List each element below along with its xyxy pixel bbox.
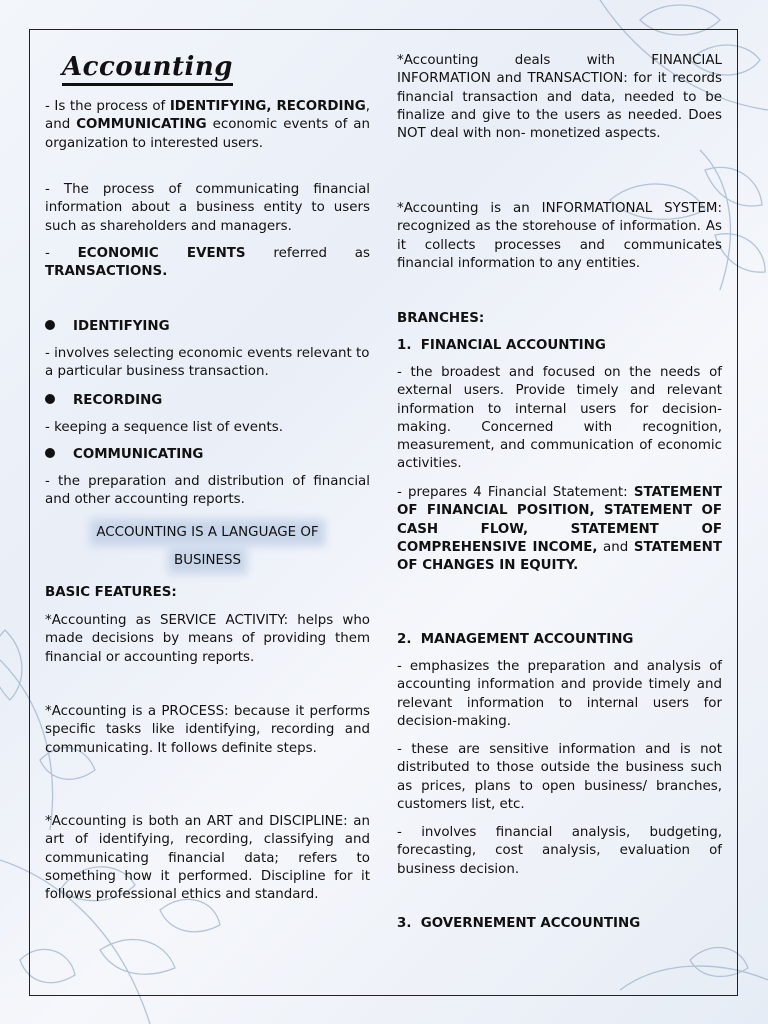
branches-heading: BRANCHES: [397, 311, 485, 326]
branch-1-text-2: - prepares 4 Financial Statement: STATEMENT OF FINANCIAL POSITION, STATEMENT OF CASH FLOW, STATEMENT OF COMPREHENSIVE INCOME, and STATEMENT OF CHANGES IN EQUITY. [397, 485, 722, 574]
definition-2: - The process of communicating financial information about a business entity to users such as shareholders and managers. [45, 182, 370, 234]
definition-3: - ECONOMIC EVENTS referred as TRANSACTIONS. [45, 246, 370, 280]
banner-line-2: BUSINESS [174, 553, 241, 568]
bullet-dot-icon [45, 448, 55, 458]
basic-features-heading: BASIC FEATURES: [45, 585, 177, 600]
bullet-dot-icon [45, 394, 55, 404]
feature-financial-information: *Accounting deals with FINANCIAL INFORMATION and TRANSACTION: for it records financial transaction and data, needed to be finalize and give to the users as needed. Does NOT deal with non- monetized aspects. [397, 53, 722, 142]
page-title: Accounting [62, 52, 233, 86]
bullet-recording: RECORDING [45, 392, 370, 410]
bullet-identifying: IDENTIFYING [45, 318, 370, 336]
branch-1-heading: 1. FINANCIAL ACCOUNTING [397, 338, 606, 353]
bullet-dot-icon [45, 320, 55, 330]
feature-service-activity: *Accounting as SERVICE ACTIVITY: helps who made decisions by means of providing them financial or accounting reports. [45, 613, 370, 665]
definition-1: - Is the process of IDENTIFYING, RECORDING, and COMMUNICATING economic events of an organization to interested users. [45, 99, 370, 151]
identifying-text: - involves selecting economic events relevant to a particular business transaction. [45, 346, 370, 380]
branch-3-heading: 3. GOVERNEMENT ACCOUNTING [397, 916, 641, 931]
feature-process: *Accounting is a PROCESS: because it performs specific tasks like identifying, recording and communicating. It follows definite steps. [45, 704, 370, 756]
banner-line-1: ACCOUNTING IS A LANGUAGE OF [96, 525, 319, 540]
branch-2-text-1: - emphasizes the preparation and analysis of accounting information and provide timely and relevant information to internal users for decision-making. [397, 659, 722, 729]
branch-2-text-2: - these are sensitive information and is not distributed to those outside the business such as prices, plans to open business/ branches, customers list, etc. [397, 742, 722, 812]
communicating-text: - the preparation and distribution of financial and other accounting reports. [45, 474, 370, 508]
branch-1-text-1: - the broadest and focused on the needs of external users. Provide timely and relevant information to internal users for decision-making. Concerned with recognition, measurement, and communication of economic activities. [397, 365, 722, 472]
feature-informational-system: *Accounting is an INFORMATIONAL SYSTEM: recognized as the storehouse of information. As it collects processes and communicates financial information to any entities. [397, 201, 722, 271]
feature-art-discipline: *Accounting is both an ART and DISCIPLINE: an art of identifying, recording, classifying and communicating financial data; refers to something how it performed. Discipline for it follows professional ethics and standard. [45, 814, 370, 903]
branch-2-text-3: - involves financial analysis, budgeting, forecasting, cost analysis, evaluation of business decision. [397, 825, 722, 877]
recording-text: - keeping a sequence list of events. [45, 420, 284, 435]
branch-2-heading: 2. MANAGEMENT ACCOUNTING [397, 632, 634, 647]
bullet-communicating: COMMUNICATING [45, 446, 370, 464]
